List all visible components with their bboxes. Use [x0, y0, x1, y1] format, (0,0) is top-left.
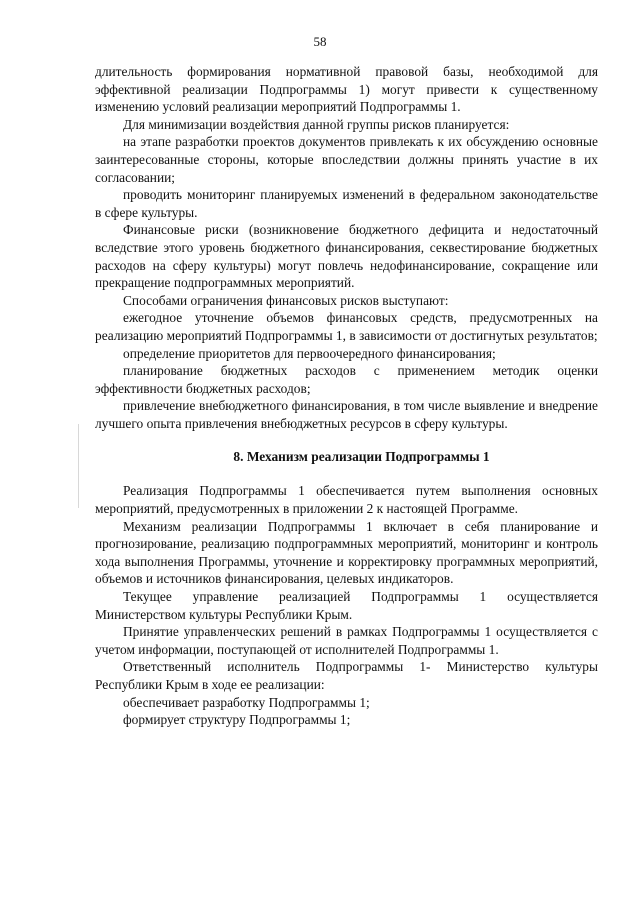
paragraph: Текущее управление реализацией Подпрограммы 1 осуществляется Министерством культуры Республики Крым.: [95, 589, 598, 622]
paragraph: ежегодное уточнение объемов финансовых средств, предусмотренных на реализацию мероприятий Подпрограммы 1, в зависимости от достигнутых результатов;: [95, 310, 598, 343]
paragraph: Финансовые риски (возникновение бюджетного дефицита и недостаточный вследствие этого уровень бюджетного финансирования, секвестирование бюджетных расходов на сферу культуры) могут повлечь недофинансирование, сокращение или прекращение подпрограммных мероприятий.: [95, 222, 598, 291]
paragraph: формирует структуру Подпрограммы 1;: [123, 712, 351, 728]
page-number: 58: [313, 34, 327, 49]
section-heading: 8. Механизм реализации Подпрограммы 1: [233, 449, 490, 465]
paragraph: Принятие управленческих решений в рамках Подпрограммы 1 осуществляется с учетом информации, поступающей от исполнителей Подпрограммы 1.: [95, 624, 598, 657]
paragraph: планирование бюджетных расходов с применением методик оценки эффективности бюджетных расходов;: [95, 363, 598, 396]
paragraph: на этапе разработки проектов документов привлекать к их обсуждению основные заинтересованные стороны, которые впоследствии должны принять участие в их согласовании;: [95, 134, 598, 185]
paragraph: Реализация Подпрограммы 1 обеспечивается путем выполнения основных мероприятий, предусмотренных в приложении 2 к настоящей Программе.: [95, 483, 598, 517]
paragraph: определение приоритетов для первоочередного финансирования;: [123, 345, 496, 361]
paragraph: привлечение внебюджетного финансирования, в том числе выявление и внедрение лучшего опыта привлечения внебюджетных ресурсов в сферу культуры.: [95, 398, 598, 431]
paragraph: Способами ограничения финансовых рисков выступают:: [123, 292, 449, 308]
paragraph: длительность формирования нормативной правовой базы, необходимой для эффективной реализации Подпрограммы 1) могут привести к существенному изменению условий реализации мероприятий Подпрограммы 1.: [95, 64, 598, 115]
paragraph: проводить мониторинг планируемых изменений в федеральном законодательстве в сфере культуры.: [95, 187, 598, 220]
paragraph: Механизм реализации Подпрограммы 1 включает в себя планирование и прогнозирование, реализацию подпрограммных мероприятий, мониторинг и контроль хода выполнения Программы, уточнение и корректировку программных мероприятий, объемов и источников финансирования, целевых индикаторов.: [95, 518, 598, 587]
paragraph: Ответственный исполнитель Подпрограммы 1- Министерство культуры Республики Крым в ходе ее реализации:: [95, 659, 598, 692]
scan-margin-mark: [78, 424, 79, 508]
paragraph: Для минимизации воздействия данной группы рисков планируется:: [123, 116, 510, 132]
paragraph: обеспечивает разработку Подпрограммы 1;: [123, 694, 370, 710]
document-body: [95, 63, 598, 729]
paragraphs-after-heading: [95, 482, 598, 728]
paragraphs-before-heading: [95, 63, 598, 432]
